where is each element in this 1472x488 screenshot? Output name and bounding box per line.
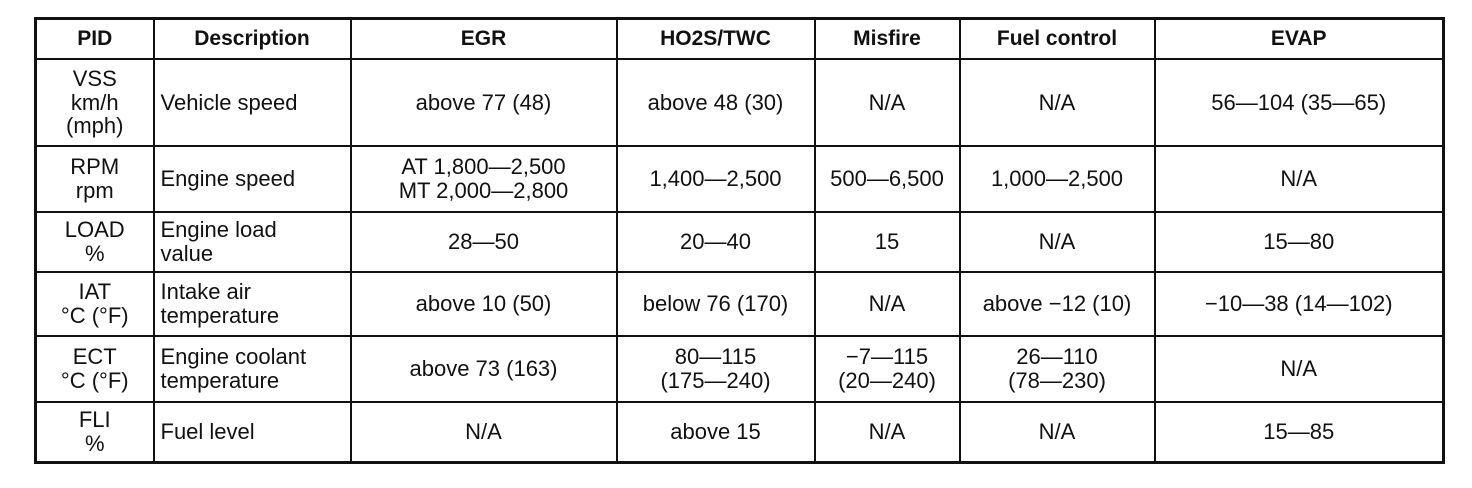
- pid-cell: [36, 59, 154, 146]
- header-pid: PID: [36, 19, 154, 60]
- description-line: Intake air: [160, 279, 251, 305]
- egr-line: above 73 (163): [409, 356, 558, 382]
- pid-line: LOAD: [64, 217, 125, 243]
- egr-line: AT 1,800—2,500: [401, 154, 566, 180]
- pid-line: ECT: [72, 344, 117, 370]
- fuel-control-cell: [960, 59, 1155, 146]
- pid-cell: [36, 336, 154, 402]
- egr-line: MT 2,000—2,800: [398, 178, 569, 203]
- pid-line: %: [84, 241, 105, 266]
- description-cell: [154, 59, 351, 146]
- misfire-line: 15: [874, 229, 900, 255]
- egr-cell: [351, 212, 617, 272]
- ho2s-twc-cell: [617, 336, 815, 402]
- description-line: Engine coolant: [160, 344, 307, 370]
- misfire-line: −7—115: [845, 344, 929, 370]
- fuel-control-cell: [960, 146, 1155, 212]
- pid-cell: [36, 212, 154, 272]
- ho2s-twc-cell: [617, 402, 815, 463]
- description-cell: [154, 146, 351, 212]
- evap-cell: [1155, 146, 1444, 212]
- table-row-rpm: [36, 146, 1444, 212]
- evap-line: N/A: [1280, 356, 1318, 382]
- evap-line: N/A: [1280, 166, 1318, 192]
- evap-line: 15—85: [1263, 419, 1335, 445]
- pid-line: °C (°F): [60, 303, 129, 328]
- description-line: Vehicle speed: [160, 89, 298, 115]
- egr-cell: [351, 146, 617, 212]
- description-line: temperature: [160, 303, 280, 328]
- description-line: Fuel level: [160, 419, 255, 445]
- evap-cell: [1155, 59, 1444, 146]
- egr-cell: [351, 336, 617, 402]
- misfire-cell: [815, 336, 960, 402]
- ho2s-twc-line: above 48 (30): [647, 89, 784, 115]
- pid-cell: [36, 272, 154, 336]
- evap-cell: [1155, 272, 1444, 336]
- pid-line: km/h: [70, 89, 119, 115]
- pid-conditions-table: [34, 17, 1445, 464]
- ho2s-twc-cell: [617, 272, 815, 336]
- table-row-fli: [36, 402, 1444, 463]
- egr-cell: [351, 402, 617, 463]
- misfire-line: N/A: [868, 419, 906, 445]
- description-line: Engine load: [160, 217, 277, 243]
- pid-line: rpm: [75, 178, 114, 203]
- ho2s-twc-line: 1,400—2,500: [649, 166, 782, 192]
- egr-line: N/A: [465, 419, 502, 445]
- ho2s-twc-line: above 15: [670, 419, 761, 445]
- egr-cell: [351, 272, 617, 336]
- header-fuel-control: Fuel control: [960, 19, 1155, 60]
- evap-cell: [1155, 402, 1444, 463]
- pid-line: VSS: [72, 65, 117, 91]
- misfire-line: N/A: [868, 89, 906, 115]
- misfire-cell: [815, 146, 960, 212]
- description-line: value: [160, 241, 214, 266]
- fuel-control-cell: [960, 402, 1155, 463]
- fuel-control-line: N/A: [1038, 229, 1076, 255]
- pid-cell: [36, 146, 154, 212]
- egr-line: above 77 (48): [415, 89, 552, 115]
- header-ho2s-twc: HO2S/TWC: [617, 19, 815, 60]
- ho2s-twc-line: (175—240): [660, 368, 771, 393]
- pid-line: %: [84, 431, 105, 456]
- ho2s-twc-line: 20—40: [680, 229, 751, 255]
- table-row-iat: [36, 272, 1444, 336]
- description-cell: [154, 272, 351, 336]
- pid-line: RPM: [70, 154, 120, 180]
- pid-line: °C (°F): [60, 368, 129, 393]
- ho2s-twc-cell: [617, 59, 815, 146]
- fuel-control-line: 26—110: [1016, 344, 1098, 370]
- evap-cell: [1155, 212, 1444, 272]
- misfire-line: 500—6,500: [830, 166, 944, 192]
- misfire-cell: [815, 59, 960, 146]
- fuel-control-line: 1,000—2,500: [990, 166, 1124, 192]
- fuel-control-line: N/A: [1038, 419, 1076, 445]
- table-row-load: [36, 212, 1444, 272]
- evap-line: −10—38 (14—102): [1204, 291, 1393, 317]
- table-row-ect: [36, 336, 1444, 402]
- misfire-cell: [815, 402, 960, 463]
- fuel-control-cell: [960, 212, 1155, 272]
- fuel-control-line: (78—230): [1008, 368, 1106, 393]
- description-cell: [154, 336, 351, 402]
- pid-cell: [36, 402, 154, 463]
- ho2s-twc-line: 80—115: [674, 344, 757, 370]
- description-line: temperature: [160, 368, 280, 393]
- misfire-cell: [815, 212, 960, 272]
- misfire-line: N/A: [868, 291, 906, 317]
- ho2s-twc-cell: [617, 212, 815, 272]
- misfire-line: (20—240): [838, 368, 936, 393]
- evap-cell: [1155, 336, 1444, 402]
- egr-line: above 10 (50): [415, 291, 552, 317]
- pid-line: IAT: [78, 279, 112, 305]
- description-cell: [154, 212, 351, 272]
- ho2s-twc-line: below 76 (170): [642, 291, 789, 317]
- fuel-control-line: N/A: [1038, 89, 1076, 115]
- header-row: [36, 19, 1444, 60]
- ho2s-twc-cell: [617, 146, 815, 212]
- egr-line: 28—50: [448, 229, 519, 255]
- header-evap: EVAP: [1155, 19, 1444, 60]
- table-row-vss: [36, 59, 1444, 146]
- description-line: Engine speed: [160, 166, 296, 192]
- header-misfire: Misfire: [815, 19, 960, 60]
- header-description: Description: [154, 19, 351, 60]
- fuel-control-line: above −12 (10): [982, 291, 1132, 317]
- egr-cell: [351, 59, 617, 146]
- misfire-cell: [815, 272, 960, 336]
- description-cell: [154, 402, 351, 463]
- header-egr: EGR: [351, 19, 617, 60]
- evap-line: 56—104 (35—65): [1211, 89, 1387, 115]
- fuel-control-cell: [960, 272, 1155, 336]
- pid-line: (mph): [66, 113, 124, 139]
- fuel-control-cell: [960, 336, 1155, 402]
- pid-line: FLI: [78, 407, 111, 433]
- evap-line: 15—80: [1263, 229, 1335, 255]
